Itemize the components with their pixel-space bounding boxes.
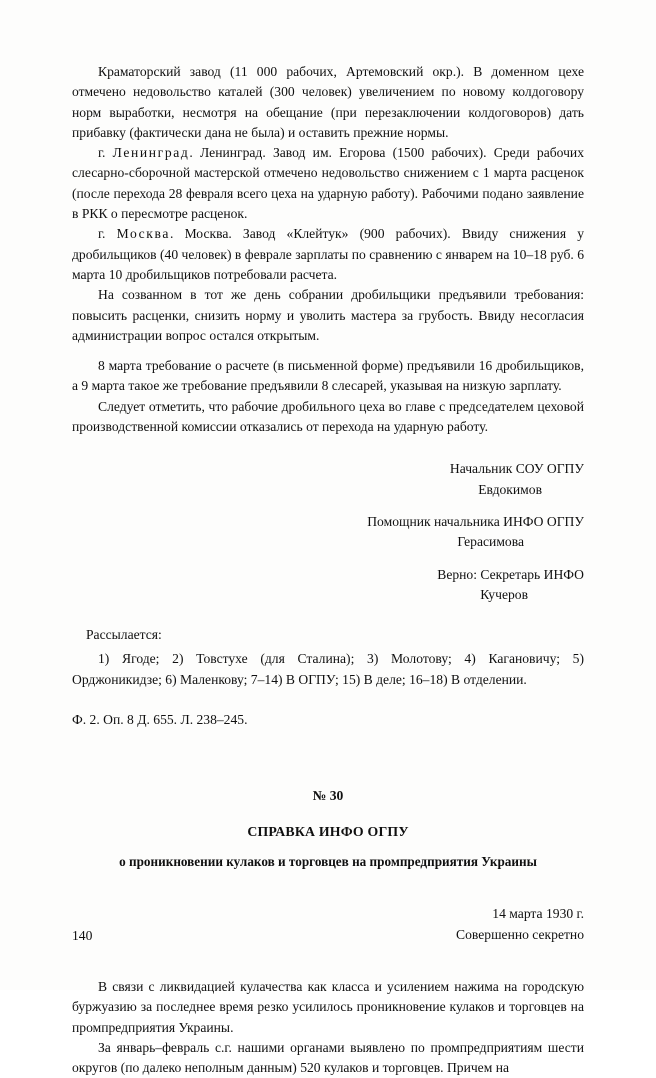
document-body (72, 62, 584, 1078)
next-document-paragraph-2: За январь–февраль с.г. нашими органами выявлено по промпредприятиям шести округов (по далеко неполным данным) 520 кулаков и торговцев. Причем на (72, 1039, 584, 1076)
signature-block (72, 459, 584, 605)
paragraph-march-8: 8 марта требование о расчете (в письменной форме) предъявили 16 дробильщиков, а 9 марта такое же требование предъявили 8 слесарей, указывая на низкую зарплату. (72, 358, 584, 394)
next-document-number: № 30 (312, 788, 344, 804)
distribution-list: 1) Ягоде; 2) Товстухе (для Сталина); 3) Молотову; 4) Кагановичу; 5) Орджоникидзе; 6) Маленкову; 7–14) В ОГПУ; 15) В деле; 16–18) В отделении. (72, 651, 584, 687)
paragraph-moscow-text: Москва. Завод «Клейтук» (900 рабочих). Ввиду снижения у дробильщиков (40 человек) в феврале зарплаты по сравнению с январем на 10–18 руб. 6 марта 10 дробильщиков потребовали расчета. (72, 226, 585, 282)
next-document-dateline (72, 904, 584, 945)
signature-title-1: Начальник СОУ ОГПУ (449, 461, 584, 477)
next-document-date: 14 марта 1930 г. (492, 906, 584, 922)
next-document-secrecy: Совершенно секретно (456, 926, 584, 942)
signature-title-2: Помощник начальника ИНФО ОГПУ (367, 513, 584, 529)
signature-name-1: Евдокимов (478, 481, 542, 497)
distribution-heading: Рассылается: (86, 627, 162, 643)
paragraph-moscow (72, 224, 584, 285)
city-label-moscow: г. Москва. (98, 226, 174, 242)
signature-name-2: Герасимова (457, 534, 524, 550)
signature-title-3: Верно: Секретарь ИНФО (437, 566, 584, 582)
paragraph-leningrad (72, 143, 584, 224)
city-label-leningrad: г. Ленинград. (98, 145, 193, 161)
signature-name-3: Кучеров (480, 586, 528, 602)
paragraph-kramatorsk: Краматорский завод (11 000 рабочих, Артемовский окр.). В доменном цехе отмечено недовольство каталей (300 человек) увеличением по новому колдоговору норм выработки, несмотря на обещание (при перезаключении колдоговоров) дать прибавку (фактически дана не была) и оставить прежние нормы. (72, 64, 584, 140)
archive-reference: Ф. 2. Оп. 8 Д. 655. Л. 238–245. (72, 712, 248, 728)
paragraph-note: Следует отметить, что рабочие дробильного цеха во главе с председателем цеховой производственной комиссии отказались от перехода на ударную работу. (72, 398, 584, 435)
paragraph-meeting: На созванном в тот же день собрании дробильщики предъявили требования: повысить расценки, снизить норму и уволить мастера за грубость. Ввиду несогласия администрации вопрос остался открытым. (72, 287, 584, 343)
next-document-subtitle: о проникновении кулаков и торговцев на промпредприятия Украины (119, 854, 537, 870)
next-document-title: СПРАВКА ИНФО ОГПУ (247, 824, 409, 840)
paragraph-leningrad-text: Ленинград. Завод им. Егорова (1500 рабочих). Среди рабочих слесарно-сборочной мастерской отмечено недовольство снижением с 1 марта расценок (после перехода 28 февраля всего цеха на ударную работу). Рабочими подано заявление в РКК о пересмотре расценок. (72, 145, 585, 222)
next-document-paragraph-1: В связи с ликвидацией кулачества как класса и усилением нажима на городскую буржуазию за последнее время резко усилилось проникновение кулаков и торговцев на промпредприятия Украины. (72, 978, 584, 1035)
page-number: 140 (72, 928, 93, 943)
